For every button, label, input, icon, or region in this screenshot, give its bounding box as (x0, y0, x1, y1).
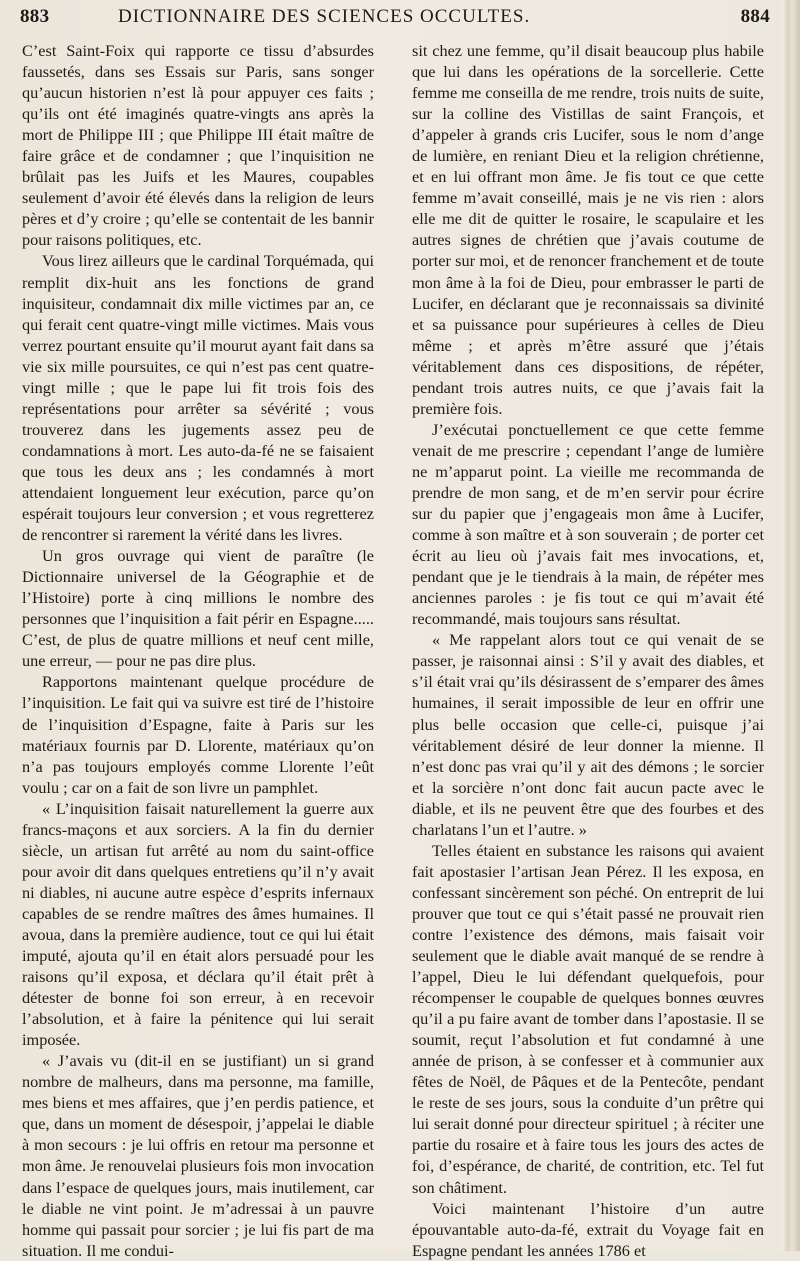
paragraph: Telles étaient en substance les raisons qui avaient fait apostasier l’artisan Jean Pérez. Il les exposa, en confessant sincèrement son péché. On entreprit de lui prouver que tout ce qui s’était passé ne prouvait rien contre l’existence des démons, mais faisait voir seulement que le diable avait manqué de se rendre à l’appel, Dieu le lui défendant quelquefois, pour récompenser le coupable de quelques bonnes œuvres qu’il a pu faire avant de tomber dans l’apostasie. Il se soumit, reçut l’absolution et fut condamné à une année de prison, à se confesser et à communier aux fêtes de Noël, de Pâques et de la Pentecôte, pendant le reste de ses jours, sous la conduite d’un prêtre qui lui serait donné pour directeur spirituel ; à réciter une partie du rosaire et à faire tous les jours des actes de foi, d’espérance, de charité, de contrition, etc. Tel fut son châtiment. (412, 840, 764, 1197)
paragraph: « Me rappelant alors tout ce qui venait de se passer, je raisonnai ainsi : S’il y avait des diables, et s’il était vrai qu’ils désirassent de s’emparer des âmes humaines, il serait impossible de leur en offrir une plus belle occasion que celle-ci, puisque j’ai véritablement désiré de leur donner la mienne. Il n’est donc pas vrai qu’il y ait des démons ; le sorcier et la sorcière n’ont donc fait aucun pacte avec le diable, et ils ne peuvent être que des fourbes et des charlatans l’un et l’autre. » (412, 630, 764, 839)
page-number-right: 884 (740, 6, 770, 27)
page-edge-shadow (782, 0, 800, 1251)
paragraph: Un gros ouvrage qui vient de paraître (le Dictionnaire universel de la Géographie et de l’Histoire) porte à cinq millions le nombre des personnes que l’inquisition a fait périr en Espagne..... C’est, de plus de quatre millions et neuf cent mille, une erreur, — pour ne pas dire plus. (22, 546, 374, 671)
paragraph: « J’avais vu (dit-il en se justifiant) un si grand nombre de malheurs, dans ma personne, ma famille, mes biens et mes affaires, que j’en perdis patience, et que, dans un moment de désespoir, j’appelai le diable à mon secours : je lui offris en retour ma personne et mon âme. Je renouvelai plusieurs fois mon invocation dans l’espace de quelques jours, mais inutilement, car le diable ne vint point. Je m’adressai à un pauvre homme qui passait pour sorcier ; je lui fis part de ma situation. Il me condui- (22, 1051, 374, 1260)
page-number-left: 883 (20, 6, 50, 27)
text-column-left (22, 40, 374, 1261)
paragraph: « L’inquisition faisait naturellement la guerre aux francs-maçons et aux sorciers. A la fin du dernier siècle, un artisan fut arrêté au nom du saint-office pour avoir dit dans quelques entretiens qu’il n’y avait ni diables, ni aucune autre espèce d’esprits infernaux capables de se rendre maîtres des âmes humaines. Il avoua, dans la première audience, tout ce qui lui était imputé, ajouta qu’il en était alors persuadé pour les raisons qu’il exposa, et déclara qu’il était prêt à détester de bonne foi son erreur, à en recevoir l’absolution, et à faire la pénitence qui lui serait imposée. (22, 798, 374, 1050)
running-title: DICTIONNAIRE DES SCIENCES OCCULTES. (118, 6, 531, 27)
paragraph: J’exécutai ponctuellement ce que cette femme venait de me prescrire ; cependant l’ange de lumière ne m’apparut point. La vieille me recommanda de prendre de mon sang, et de m’en servir pour écrire sur du papier que j’engageais mon âme à Lucifer, comme à son maître et à son souverain ; de porter cet écrit au lieu où j’avais fait mes invocations, et, pendant que je le tiendrais à la main, de répéter mes anciennes paroles : je fis tout ce qui m’avait été recommandé, mais toujours sans résultat. (412, 419, 764, 629)
paragraph: C’est Saint-Foix qui rapporte ce tissu d’absurdes faussetés, dans ses Essais sur Paris, sans songer qu’aucun historien n’est là pour appuyer ces faits ; qu’ils ont été imaginés quatre-vingts ans après la mort de Philippe III ; que Philippe III était maître de faire grâce et de condamner ; que l’inquisition ne brûlait pas les Juifs et les Maures, coupables seulement d’avoir été élevés dans la religion de leurs pères et d’y croire ; qu’elle se contentait de les bannir pour raisons politiques, etc. (22, 41, 374, 250)
running-header (20, 6, 770, 36)
paragraph: Vous lirez ailleurs que le cardinal Torquémada, qui remplit dix-huit ans les fonctions de grand inquisiteur, condamnait dix mille victimes par an, ce qui ferait cent quatre-vingt mille victimes. Mais vous verrez pourtant ensuite qu’il mourut ayant fait dans sa vie six mille poursuites, ce qui n’est pas cent quatre-vingt mille ; que le pape lui fit trois fois des représentations pour arrêter sa sévérité ; vous trouverez dans les jugements assez peu de condamnations à mort. Les auto-da-fé ne se faisaient que tous les deux ans ; les condamnés à mort attendaient longuement leur exécution, parce qu’on espérait toujours leur conversion ; et vous regretterez de rencontrer si rarement la vérité dans les livres. (22, 251, 374, 545)
paragraph: sit chez une femme, qu’il disait beaucoup plus habile que lui dans les opérations de la sorcellerie. Cette femme me conseilla de me rendre, trois nuits de suite, sur la colline des Vistillas de saint François, et d’appeler à grands cris Lucifer, sous le nom d’ange de lumière, en reniant Dieu et la religion chrétienne, et en lui offrant mon âme. Je fis tout ce que cette femme m’avait conseillé, mais je ne vis rien : alors elle me dit de quitter le rosaire, le scapulaire et les autres signes de chrétien que j’avais coutume de porter sur moi, et de renoncer franchement et de toute mon âme à la foi de Dieu, pour embrasser le parti de Lucifer, en déclarant que je reconnaissais sa divinité et sa puissance pour supérieures à celles de Dieu même ; et après m’être assuré que j’étais véritablement dans ces dispositions, de répéter, pendant trois autres nuits, ce que j’avais fait la première fois. (412, 41, 764, 418)
paragraph: Voici maintenant l’histoire d’un autre épouvantable auto-da-fé, extrait du Voyage fait en Espagne pendant les années 1786 et (412, 1198, 764, 1260)
paragraph: Rapportons maintenant quelque procédure de l’inquisition. Le fait qui va suivre est tiré de l’histoire de l’inquisition d’Espagne, faite à Paris sur les matériaux fournis par D. Llorente, matériaux qu’on n’a pas toujours employés comme Llorente l’eût voulu ; car on a fait de son livre un pamphlet. (22, 672, 374, 797)
text-column-right (412, 40, 764, 1261)
